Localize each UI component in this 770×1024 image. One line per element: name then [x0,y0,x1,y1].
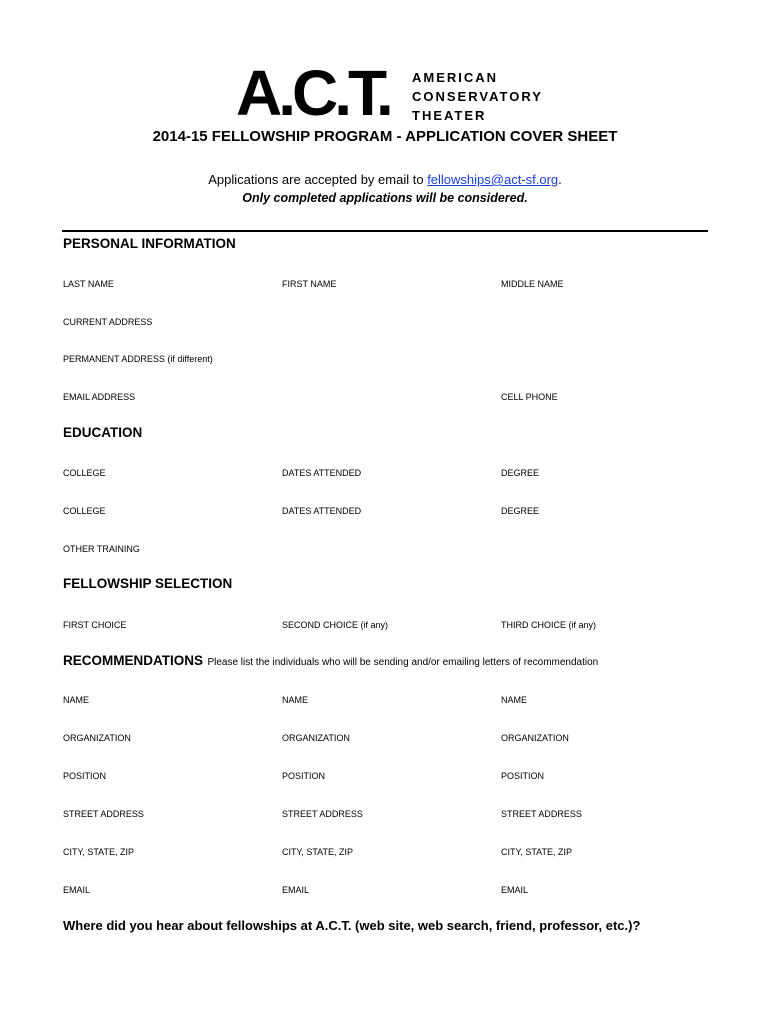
logo-word: THEATER [412,108,487,123]
rec-city-state-zip-label[interactable]: CITY, STATE, ZIP [282,847,354,857]
dates-attended-label[interactable]: DATES ATTENDED [282,506,362,516]
rec-name-label[interactable]: NAME [282,695,309,705]
page-title: 2014-15 FELLOWSHIP PROGRAM - APPLICATION COVER SHEET [152,128,618,145]
first-name-label[interactable]: FIRST NAME [282,279,337,289]
current-address-label[interactable]: CURRENT ADDRESS [63,317,153,327]
rec-position-label[interactable]: POSITION [282,771,326,781]
college-label[interactable]: COLLEGE [63,468,106,478]
college-label[interactable]: COLLEGE [63,506,106,516]
intro-line [0,172,770,187]
source-question[interactable]: Where did you hear about fellowships at A.C.T. (web site, web search, friend, professor, etc.)? [63,918,641,933]
act-logo [236,57,546,129]
rec-street-address-label[interactable]: STREET ADDRESS [501,809,582,819]
rec-position-label[interactable]: POSITION [501,771,545,781]
permanent-address-label[interactable]: PERMANENT ADDRESS (if different) [63,354,213,364]
rec-street-address-label[interactable]: STREET ADDRESS [63,809,144,819]
rec-organization-label[interactable]: ORGANIZATION [501,733,569,743]
intro-suffix: . [558,172,562,187]
rec-email-label[interactable]: EMAIL [501,885,529,895]
personal-heading: PERSONAL INFORMATION [63,236,236,251]
last-name-label[interactable]: LAST NAME [63,279,114,289]
logo-wordmark [412,68,543,125]
logo-word: AMERICAN [412,70,499,85]
rec-street-address-label[interactable]: STREET ADDRESS [282,809,363,819]
rec-email-label[interactable]: EMAIL [282,885,310,895]
logo-mark: A.C.T. [236,57,390,129]
logo-word: CONSERVATORY [412,89,543,104]
rec-city-state-zip-label[interactable]: CITY, STATE, ZIP [63,847,135,857]
cell-phone-label[interactable]: CELL PHONE [501,392,558,402]
rec-name-label[interactable]: NAME [63,695,90,705]
education-heading: EDUCATION [63,425,143,440]
degree-label[interactable]: DEGREE [501,468,540,478]
email-link[interactable]: fellowships@act-sf.org [427,172,559,187]
recommendations-note: Please list the individuals who will be sending and/or emailing letters of recommendation [207,657,599,668]
recommendations-heading: RECOMMENDATIONS [63,653,203,668]
intro-prefix: Applications are accepted by email to [208,172,428,187]
rec-email-label[interactable]: EMAIL [63,885,91,895]
fellowship-heading: FELLOWSHIP SELECTION [63,576,233,591]
middle-name-label[interactable]: MIDDLE NAME [501,279,564,289]
rec-name-label[interactable]: NAME [501,695,528,705]
third-choice-label[interactable]: THIRD CHOICE (if any) [501,620,597,630]
recommendations-heading-row [63,652,598,670]
rec-city-state-zip-label[interactable]: CITY, STATE, ZIP [501,847,573,857]
rec-organization-label[interactable]: ORGANIZATION [63,733,131,743]
email-address-label[interactable]: EMAIL ADDRESS [63,392,136,402]
other-training-label[interactable]: OTHER TRAINING [63,544,140,554]
rec-position-label[interactable]: POSITION [63,771,107,781]
intro-note: Only completed applications will be considered. [242,191,528,205]
second-choice-label[interactable]: SECOND CHOICE (if any) [282,620,389,630]
dates-attended-label[interactable]: DATES ATTENDED [282,468,362,478]
rec-organization-label[interactable]: ORGANIZATION [282,733,350,743]
divider [62,230,708,232]
first-choice-label[interactable]: FIRST CHOICE [63,620,127,630]
degree-label[interactable]: DEGREE [501,506,540,516]
